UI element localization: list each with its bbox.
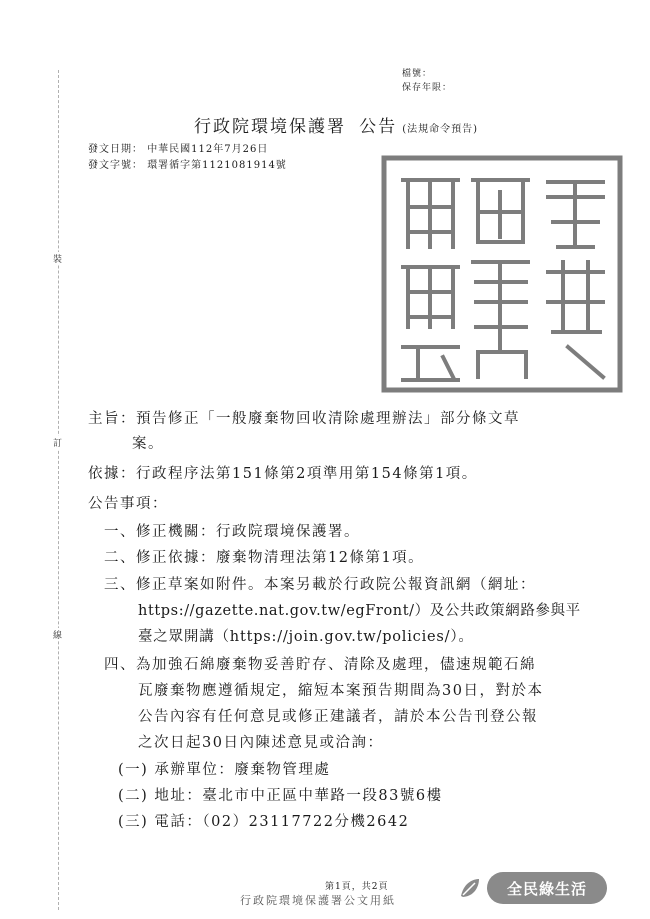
issue-number [88,156,287,171]
item-4-line-1: 四、為加強石綿廢棄物妥善貯存、清除及處理，儘速規範石綿 [104,657,536,673]
leaf-icon [458,876,482,900]
legal-basis: 依據：行政程序法第151條第2項準用第154條第1項。 [88,466,478,482]
binding-mark-top: 裝 [53,252,62,265]
official-seal [378,152,626,396]
issue-date-label: 發文日期： [88,144,143,155]
item-2: 二、修正依據：廢棄物清理法第12條第1項。 [104,550,425,566]
doc-subtitle: (法規命令預告) [402,124,478,135]
issue-date-value: 中華民國112年7月26日 [147,144,269,155]
agency-name: 行政院環境保護署 [194,117,346,137]
doc-type: 公告 [359,117,398,137]
file-number-label: 檔號： [402,69,433,79]
item-4-line-4: 之次日起30日內陳述意見或洽詢： [138,735,384,751]
binding-mark-middle: 訂 [53,436,62,449]
item-1: 一、修正機關：行政院環境保護署。 [104,524,360,540]
subject-line-1: 主旨：預告修正「一般廢棄物回收清除處理辦法」部分條文草 [88,411,520,427]
document-title [194,112,478,137]
item-4-line-2: 瓦廢棄物應遵循規定，縮短本案預告期間為30日，對於本 [138,683,544,699]
item-3-line-3: 臺之眾開講（https://join.gov.tw/policies/）。 [138,629,474,645]
issue-date [88,140,268,155]
binding-line [58,70,59,910]
page-number: 第1頁，共2頁 [325,882,389,892]
items-header: 公告事項： [88,496,168,512]
issue-number-label: 發文字號： [88,160,143,171]
green-living-logo: 全民綠生活 [487,872,607,904]
item-3-line-2: https://gazette.nat.gov.tw/egFront/）及公共政策網路參與平 [138,603,581,619]
binding-mark-bottom: 線 [53,628,62,641]
item-4-line-3: 公告內容有任何意見或修正建議者，請於本公告刊登公報 [138,709,538,725]
subject-line-2: 案。 [132,436,164,452]
sub-item-2: (二) 地址：臺北市中正區中華路一段83號6樓 [118,788,443,804]
retention-label: 保存年限： [402,83,453,93]
item-3-line-1: 三、修正草案如附件。本案另載於行政院公報資訊網（網址： [104,577,536,593]
sub-item-3: (三) 電話：（02）23117722分機2642 [118,814,410,830]
stationery-label: 行政院環境保護署公文用紙 [240,894,396,907]
issue-number-value: 環署循字第1121081914號 [147,160,287,171]
sub-item-1: (一) 承辦單位：廢棄物管理處 [118,762,331,778]
